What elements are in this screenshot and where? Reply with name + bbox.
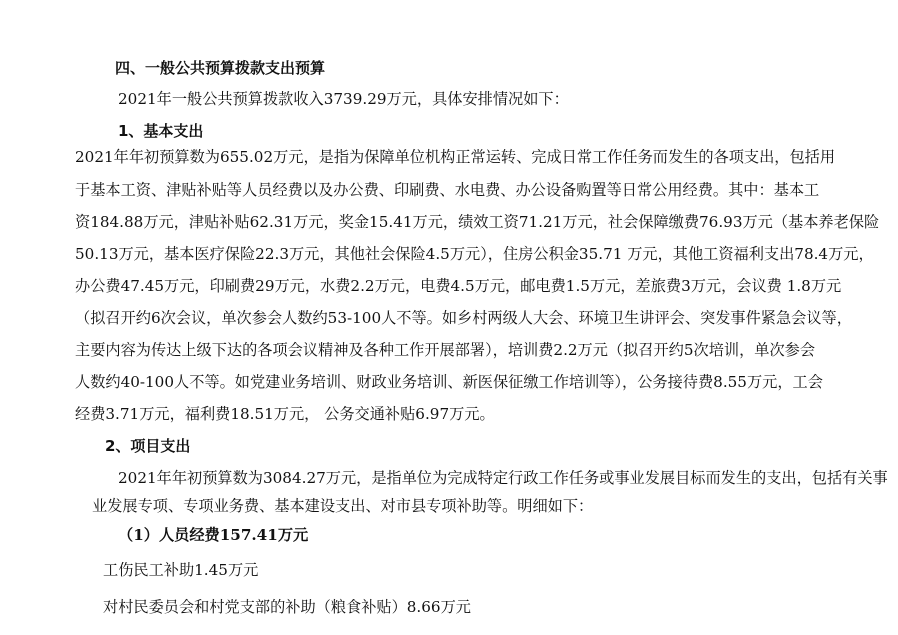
basic-expenditure-heading: 1、基本支出 <box>118 122 204 140</box>
basic-paragraph-line: 办公费47.45万元，印刷费29万元，水费2.2万元，电费4.5万元，邮电费1.5万元，差旅费3万元，会议费 1.8万元 <box>75 277 842 295</box>
section-heading: 四、一般公共预算拨款支出预算 <box>115 59 326 77</box>
section-intro: 2021年一般公共预算拨款收入3739.29万元，具体安排情况如下： <box>118 90 569 108</box>
project-item: 对村民委员会和村党支部的补助（粮食补贴）8.66万元 <box>103 598 471 616</box>
basic-paragraph-line: 主要内容为传达上级下达的各项会议精神及各种工作开展部署），培训费2.2万元（拟召开约5次培训，单次参会 <box>75 341 816 359</box>
project-expenditure-heading: 2、项目支出 <box>105 437 191 455</box>
basic-paragraph-line: 人数约40-100人不等。如党建业务培训、财政业务培训、新医保征缴工作培训等），公务接待费8.55万元，工会 <box>75 373 823 391</box>
project-item: 工伤民工补助1.45万元 <box>103 561 259 579</box>
personnel-expense-heading: （1）人员经费157.41万元 <box>118 526 309 544</box>
basic-paragraph-line: 于基本工资、津贴补贴等人员经费以及办公费、印刷费、水电费、办公设备购置等日常公用经费。其中：基本工 <box>75 181 820 199</box>
basic-paragraph-line: 资184.88万元，津贴补贴62.31万元，奖金15.41万元，绩效工资71.21万元，社会保障缴费76.93万元（基本养老保险 <box>75 213 880 231</box>
project-paragraph-line: 业发展专项、专项业务费、基本建设支出、对市县专项补助等。明细如下： <box>92 497 594 515</box>
basic-paragraph-line: （拟召开约6次会议，单次参会人数约53-100人不等。如乡村两级人大会、环境卫生讲评会、突发事件紧急会议等， <box>75 309 852 327</box>
basic-paragraph-line: 50.13万元，基本医疗保险22.3万元，其他社会保险4.5万元），住房公积金35.71 万元，其他工资福利支出78.4万元， <box>75 245 874 263</box>
basic-paragraph-line: 2021年年初预算数为655.02万元，是指为保障单位机构正常运转、完成日常工作任务而发生的各项支出，包括用 <box>75 148 836 166</box>
project-paragraph-line: 2021年年初预算数为3084.27万元，是指单位为完成特定行政工作任务或事业发展目标而发生的支出，包括有关事 <box>118 469 888 487</box>
basic-paragraph-line: 经费3.71万元，福利费18.51万元， 公务交通补贴6.97万元。 <box>75 405 495 423</box>
